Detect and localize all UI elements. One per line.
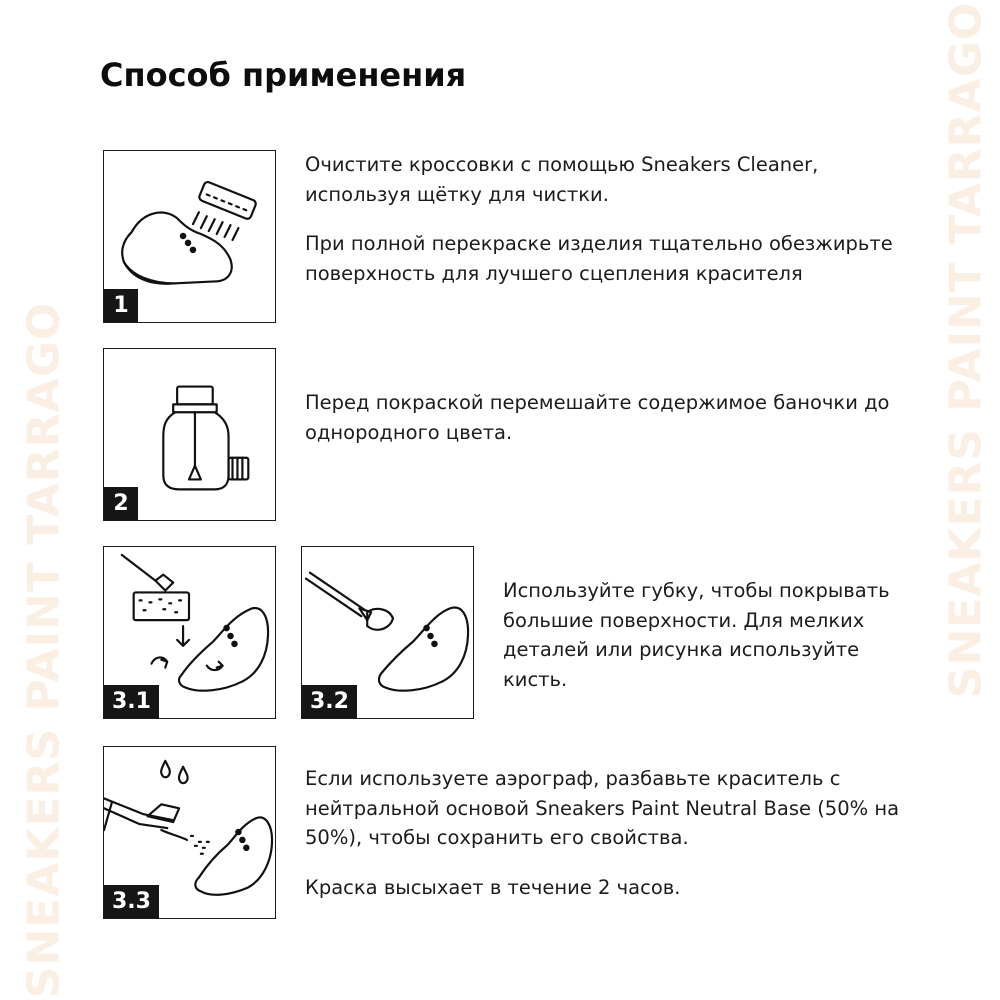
step-4-text: [305, 764, 925, 922]
step-1-text: [305, 150, 905, 308]
step-2-paragraph-1: Перед покраской перемешайте содержимое баночки до однородного цвета.: [305, 391, 890, 444]
step-4-paragraph-2: Краска высыхает в течение 2 часов.: [305, 875, 681, 899]
step-badge: 1: [104, 289, 138, 322]
step-2-illustration: [103, 348, 276, 521]
watermark-right: SNEAKERS PAINT TARRAGO: [940, 1, 992, 699]
step-2-text: [305, 388, 905, 467]
step-3-paragraph-1: Используйте губку, чтобы покрывать большие поверхности. Для мелких деталей или рисунка используйте кисть.: [503, 579, 890, 691]
step-badge: 2: [104, 487, 138, 520]
step-1-paragraph-2: При полной перекраске изделия тщательно обезжирьте поверхность для лучшего сцепления красителя: [305, 232, 893, 285]
step-3-3-illustration: [103, 746, 276, 919]
page-title: Способ применения: [100, 56, 467, 94]
step-badge: 3.2: [302, 685, 357, 718]
step-3-2-illustration: [301, 546, 474, 719]
step-1-paragraph-1: Очистите кроссовки с помощью Sneakers Cleaner, используя щётку для чистки.: [305, 153, 819, 206]
step-4-paragraph-1: Если используете аэрограф, разбавьте краситель с нейтральной основой Sneakers Paint Neutral Base (50% на 50%), чтобы сохранить его свойства.: [305, 767, 900, 849]
step-3-text: [503, 576, 923, 714]
step-3-1-illustration: [103, 546, 276, 719]
watermark-left: SNEAKERS PAINT TARRAGO: [18, 301, 70, 999]
step-1-illustration: [103, 150, 276, 323]
step-badge: 3.1: [104, 685, 159, 718]
step-badge: 3.3: [104, 885, 159, 918]
